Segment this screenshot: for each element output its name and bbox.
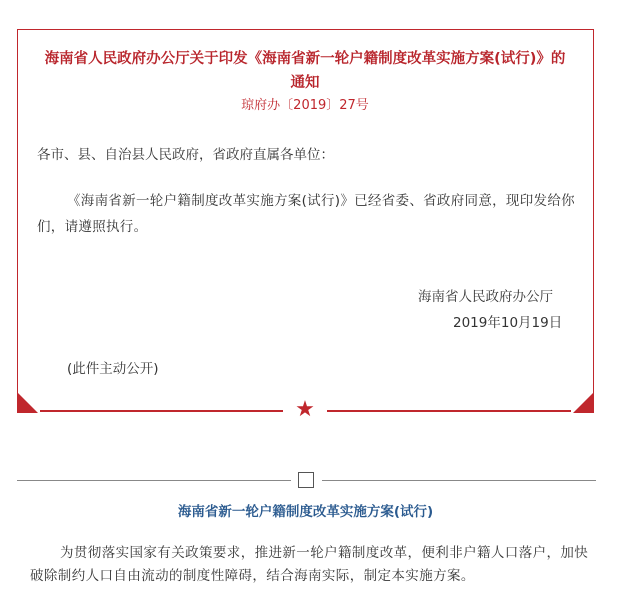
salutation: 各市、县、自治县人民政府，省政府直属各单位： (37, 147, 334, 163)
notice-body: 《海南省新一轮户籍制度改革实施方案(试行)》已经省委、省政府同意，现印发给你们，请遵照执行。 (37, 193, 575, 235)
plan-title: 海南省新一轮户籍制度改革实施方案(试行) (177, 504, 434, 520)
frame-corner-left (17, 392, 38, 413)
notice-title: 海南省人民政府办公厅关于印发《海南省新一轮户籍制度改革实施方案(试行)》的通知 (44, 51, 566, 91)
public-note: (此件主动公开) (67, 361, 159, 377)
frame-corner-right (573, 392, 594, 413)
signature-date: 2019年10月19日 (453, 315, 563, 331)
document-number: 琼府办〔2019〕27号 (241, 98, 369, 113)
section-divider-left (17, 480, 291, 481)
section-divider-right (322, 480, 596, 481)
plan-intro-paragraph: 为贯彻落实国家有关政策要求，推进新一轮户籍制度改革，便利非户籍人口落户，加快破除制约人口自由流动的制度性障碍，结合海南实际，制定本实施方案。 (30, 545, 589, 584)
frame-rule-right (327, 410, 571, 412)
section-checkbox-icon (298, 472, 314, 488)
signature-organization: 海南省人民政府办公厅 (418, 289, 553, 305)
star-icon: ★ (295, 397, 315, 422)
frame-rule-left (40, 410, 283, 412)
